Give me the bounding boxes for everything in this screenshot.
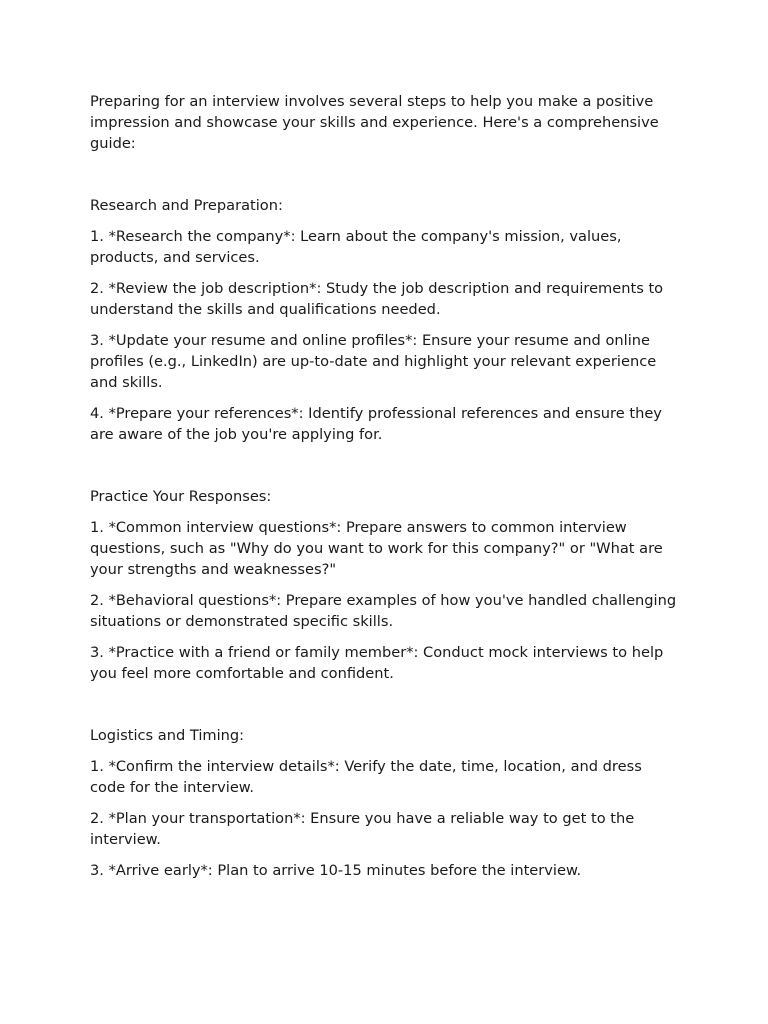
list-item: 1. *Common interview questions*: Prepare answers to common interview questions, such as "Why do you want to work for this company?" or "What are your strengths and weaknesses?" [90,519,663,578]
list-item: 2. *Plan your transportation*: Ensure you have a reliable way to get to the interview. [90,810,635,848]
section-heading: Practice Your Responses: [90,488,272,505]
section-heading: Research and Preparation: [90,197,283,214]
section-logistics-timing [90,725,680,881]
list-item: 3. *Practice with a friend or family member*: Conduct mock interviews to help you feel more comfortable and confident. [90,644,664,682]
section-practice-responses [90,486,680,684]
list-item: 2. *Review the job description*: Study the job description and requirements to understand the skills and qualifications needed. [90,280,664,318]
list-item: 3. *Arrive early*: Plan to arrive 10-15 minutes before the interview. [90,862,582,879]
section-research-preparation [90,195,680,445]
list-item: 2. *Behavioral questions*: Prepare examples of how you've handled challenging situations or demonstrated specific skills. [90,592,677,630]
list-item: 4. *Prepare your references*: Identify professional references and ensure they are aware of the job you're applying for. [90,405,662,443]
section-heading: Logistics and Timing: [90,727,245,744]
intro-paragraph: Preparing for an interview involves several steps to help you make a positive impression and showcase your skills and experience. Here's a comprehensive guide: [90,93,659,152]
list-item: 3. *Update your resume and online profiles*: Ensure your resume and online profiles (e.g., LinkedIn) are up-to-date and highlight your relevant experience and skills. [90,332,657,391]
list-item: 1. *Research the company*: Learn about the company's mission, values, products, and services. [90,228,622,266]
list-item: 1. *Confirm the interview details*: Verify the date, time, location, and dress code for the interview. [90,758,642,796]
